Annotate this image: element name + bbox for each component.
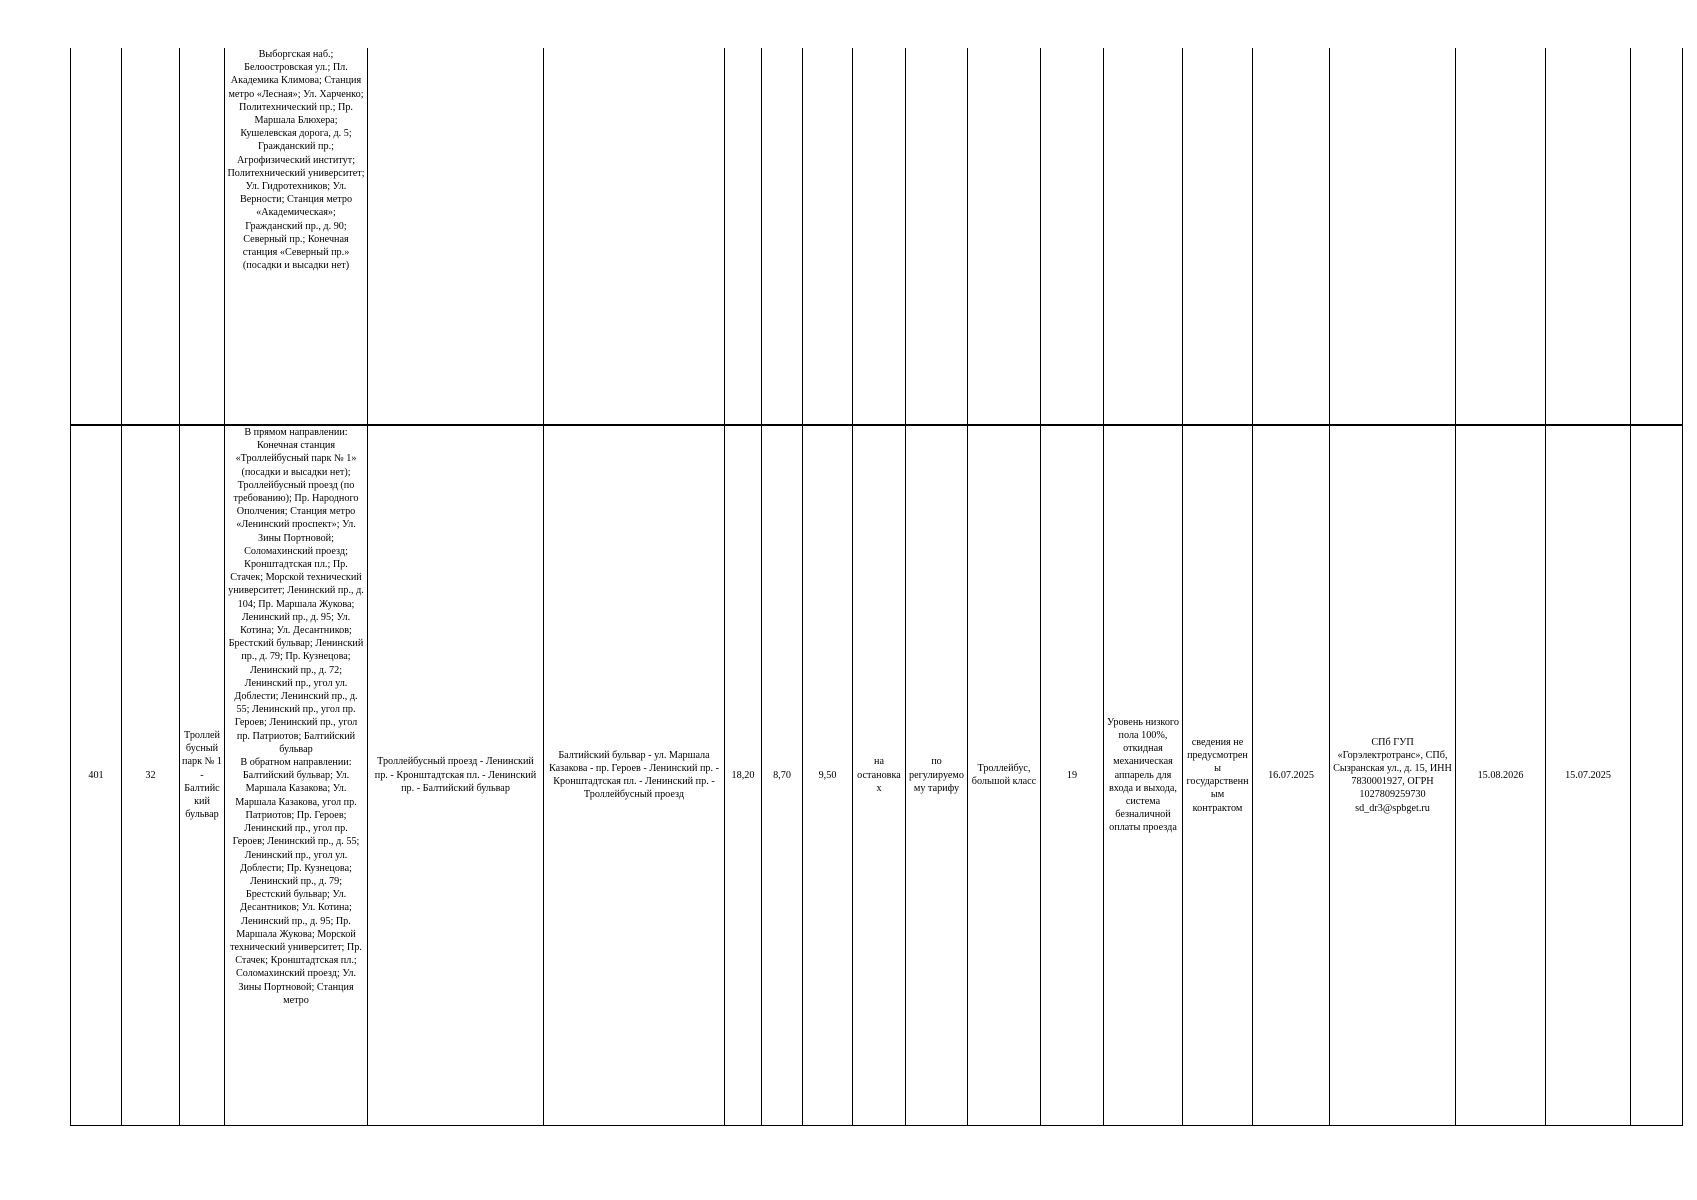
cell-start-date: 16.07.2025	[1253, 425, 1330, 1125]
cell-reg-number	[71, 48, 122, 425]
cell-stops-continuation	[225, 48, 368, 425]
cell-tariff	[906, 48, 968, 425]
table-row	[71, 425, 1683, 1125]
cell-streets-forward	[368, 48, 544, 425]
cell-length-2: 9,50	[803, 425, 853, 1125]
cell-length-forward	[725, 48, 762, 425]
cell-route-name: Троллейбусный парк № 1 - Балтийский бульвар	[180, 425, 225, 1125]
cell-length-2	[803, 48, 853, 425]
cell-streets-forward: Троллейбусный проезд - Ленинский пр. - Кронштадтская пл. - Ленинский пр. - Балтийский бульвар	[368, 425, 544, 1125]
cell-change-date: 15.07.2025	[1546, 425, 1631, 1125]
cell-carrier: СПб ГУП «Горэлектротранс», СПб, Сызранская ул., д. 15, ИНН 7830001927, ОГРН 1027809259730 sd_dr3@spbget.ru	[1330, 425, 1456, 1125]
stops-backward: Балтийский бульвар; Ул. Маршала Казакова; Ул. Маршала Казакова, угол пр. Патриотов; Пр. Героев; Ленинский пр., угол пр. Героев; Ленинский пр., д. 55; Ленинский пр., угол ул. Доблести; Пр. Кузнецова; Ленинский пр., д. 79; Брестский бульвар; Ул. Десантников; Ул. Котина; Ленинский пр., д. 95; Пр. Маршала Жукова; Морской технический университет; Пр. Стачек; Кронштадтская пл.; Соломахинский проезд; Ул. Зины Портновой; Станция метро	[230, 770, 362, 1006]
cell-change-date	[1546, 48, 1631, 425]
cell-length-1	[762, 48, 803, 425]
cell-extra	[1631, 48, 1683, 425]
cell-end-date	[1456, 48, 1546, 425]
cell-stop-order	[853, 48, 906, 425]
cell-start-date	[1253, 48, 1330, 425]
cell-vehicle-characteristics: Уровень низкого пола 100%, откидная механическая аппарель для входа и выхода, система безналичной оплаты проезда	[1104, 425, 1183, 1125]
stops-backward-header: В обратном направлении:	[240, 757, 352, 769]
cell-contract-info	[1183, 48, 1253, 425]
cell-route-name	[180, 48, 225, 425]
cell-reg-number: 401	[71, 425, 122, 1125]
cell-vehicle-class	[968, 48, 1041, 425]
cell-tariff: по регулируемому тарифу	[906, 425, 968, 1125]
stops-forward: Конечная станция «Троллейбусный парк № 1» (посадки и высадки нет); Троллейбусный проезд (по требованию); Пр. Народного Ополчения; Станция метро «Ленинский проспект»; Ул. Зины Портновой; Соломахинский проезд; Кронштадтская пл.; Пр. Стачек; Морской технический университет; Ленинский пр., д. 104; Пр. Маршала Жукова; Ленинский пр., д. 95; Ул. Котина; Ул. Десантников; Брестский бульвар; Ленинский пр., д. 79; Пр. Кузнецова; Ленинский пр., д. 72; Ленинский пр., угол ул. Доблести; Ленинский пр., д. 55; Ленинский пр., угол пр. Героев; Ленинский пр., угол пр. Патриотов; Балтийский бульвар	[228, 440, 364, 755]
cell-extra	[1631, 425, 1683, 1125]
route-register-table	[70, 48, 1683, 1126]
cell-contract-info: сведения не предусмотрены государственным контрактом	[1183, 425, 1253, 1125]
cell-stops	[225, 425, 368, 1125]
cell-vehicle-class: Троллейбус, большой класс	[968, 425, 1041, 1125]
stops-forward-header: В прямом направлении:	[244, 427, 348, 438]
cell-carrier	[1330, 48, 1456, 425]
cell-streets-backward: Балтийский бульвар - ул. Маршала Казакова - пр. Героев - Ленинский пр. - Кронштадтская пл. - Ленинский пр. - Троллейбусный проезд	[544, 425, 725, 1125]
cell-streets-backward	[544, 48, 725, 425]
cell-length-1: 8,70	[762, 425, 803, 1125]
cell-end-date: 15.08.2026	[1456, 425, 1546, 1125]
cell-length-forward: 18,20	[725, 425, 762, 1125]
stops-forward-tail: Выборгская наб.; Белоостровская ул.; Пл. Академика Климова; Станция метро «Лесная»; Ул. Харченко; Политехнический пр.; Пр. Маршала Блюхера; Кушелевская дорога, д. 5; Гражданский пр.; Агрофизический институт; Политехнический университет; Ул. Гидротехников; Ул. Верности; Станция метро «Академическая»; Гражданский пр., д. 90; Северный пр.; Конечная станция «Северный пр.» (посадки и высадки нет)	[227, 49, 365, 272]
cell-route-number: 32	[122, 425, 180, 1125]
cell-route-number	[122, 48, 180, 425]
cell-vehicle-count	[1041, 48, 1104, 425]
cell-stop-order: на остановках	[853, 425, 906, 1125]
cell-vehicle-count: 19	[1041, 425, 1104, 1125]
cell-vehicle-characteristics	[1104, 48, 1183, 425]
table-row-continuation	[71, 48, 1683, 425]
